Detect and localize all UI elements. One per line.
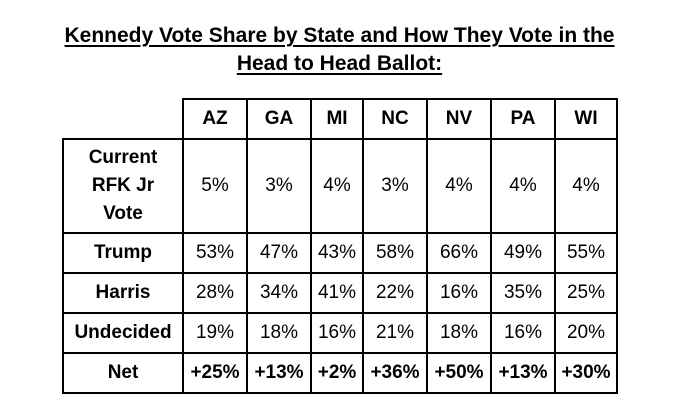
row-header-line: Vote — [103, 203, 143, 224]
cell-current-ga: 3% — [247, 139, 311, 233]
cell-harris-wi: 25% — [555, 273, 617, 313]
table-row-undecided — [63, 313, 617, 353]
cell-net-wi: +30% — [555, 353, 617, 393]
chart-title-line-1: Kennedy Vote Share by State and How They Vote in the — [64, 24, 615, 47]
column-header-nv: NV — [427, 99, 491, 139]
cell-current-wi: 4% — [555, 139, 617, 233]
cell-undecided-nc: 21% — [363, 313, 427, 353]
column-header-az: AZ — [183, 99, 247, 139]
column-header-wi: WI — [555, 99, 617, 139]
cell-trump-wi: 55% — [555, 233, 617, 273]
cell-current-nc: 3% — [363, 139, 427, 233]
chart-title-line-2: Head to Head Ballot: — [236, 52, 443, 75]
vote-share-table — [62, 98, 618, 394]
cell-harris-nc: 22% — [363, 273, 427, 313]
table-row-trump — [63, 233, 617, 273]
cell-current-az: 5% — [183, 139, 247, 233]
row-header-line: RFK Jr — [91, 175, 155, 196]
cell-net-pa: +13% — [491, 353, 555, 393]
column-header-pa: PA — [491, 99, 555, 139]
cell-net-mi: +2% — [311, 353, 363, 393]
cell-undecided-ga: 18% — [247, 313, 311, 353]
row-header-current-rfk — [63, 139, 183, 233]
column-header-nc: NC — [363, 99, 427, 139]
cell-harris-ga: 34% — [247, 273, 311, 313]
cell-current-mi: 4% — [311, 139, 363, 233]
cell-trump-nc: 58% — [363, 233, 427, 273]
cell-harris-pa: 35% — [491, 273, 555, 313]
cell-harris-az: 28% — [183, 273, 247, 313]
cell-net-nv: +50% — [427, 353, 491, 393]
cell-undecided-nv: 18% — [427, 313, 491, 353]
cell-trump-ga: 47% — [247, 233, 311, 273]
chart-title — [0, 22, 679, 78]
cell-undecided-az: 19% — [183, 313, 247, 353]
row-header-trump: Trump — [63, 233, 183, 273]
row-header-undecided: Undecided — [63, 313, 183, 353]
cell-undecided-wi: 20% — [555, 313, 617, 353]
cell-harris-mi: 41% — [311, 273, 363, 313]
cell-net-nc: +36% — [363, 353, 427, 393]
cell-trump-nv: 66% — [427, 233, 491, 273]
table-row-harris — [63, 273, 617, 313]
cell-undecided-pa: 16% — [491, 313, 555, 353]
table-row-current-rfk — [63, 139, 617, 233]
cell-harris-nv: 16% — [427, 273, 491, 313]
row-header-line: Current — [88, 147, 158, 168]
cell-trump-az: 53% — [183, 233, 247, 273]
cell-trump-mi: 43% — [311, 233, 363, 273]
row-header-net: Net — [63, 353, 183, 393]
cell-undecided-mi: 16% — [311, 313, 363, 353]
column-header-ga: GA — [247, 99, 311, 139]
corner-cell — [63, 99, 183, 139]
header-row — [63, 99, 617, 139]
cell-current-pa: 4% — [491, 139, 555, 233]
row-header-harris: Harris — [63, 273, 183, 313]
cell-trump-pa: 49% — [491, 233, 555, 273]
cell-current-nv: 4% — [427, 139, 491, 233]
cell-net-ga: +13% — [247, 353, 311, 393]
table-row-net — [63, 353, 617, 393]
cell-net-az: +25% — [183, 353, 247, 393]
column-header-mi: MI — [311, 99, 363, 139]
